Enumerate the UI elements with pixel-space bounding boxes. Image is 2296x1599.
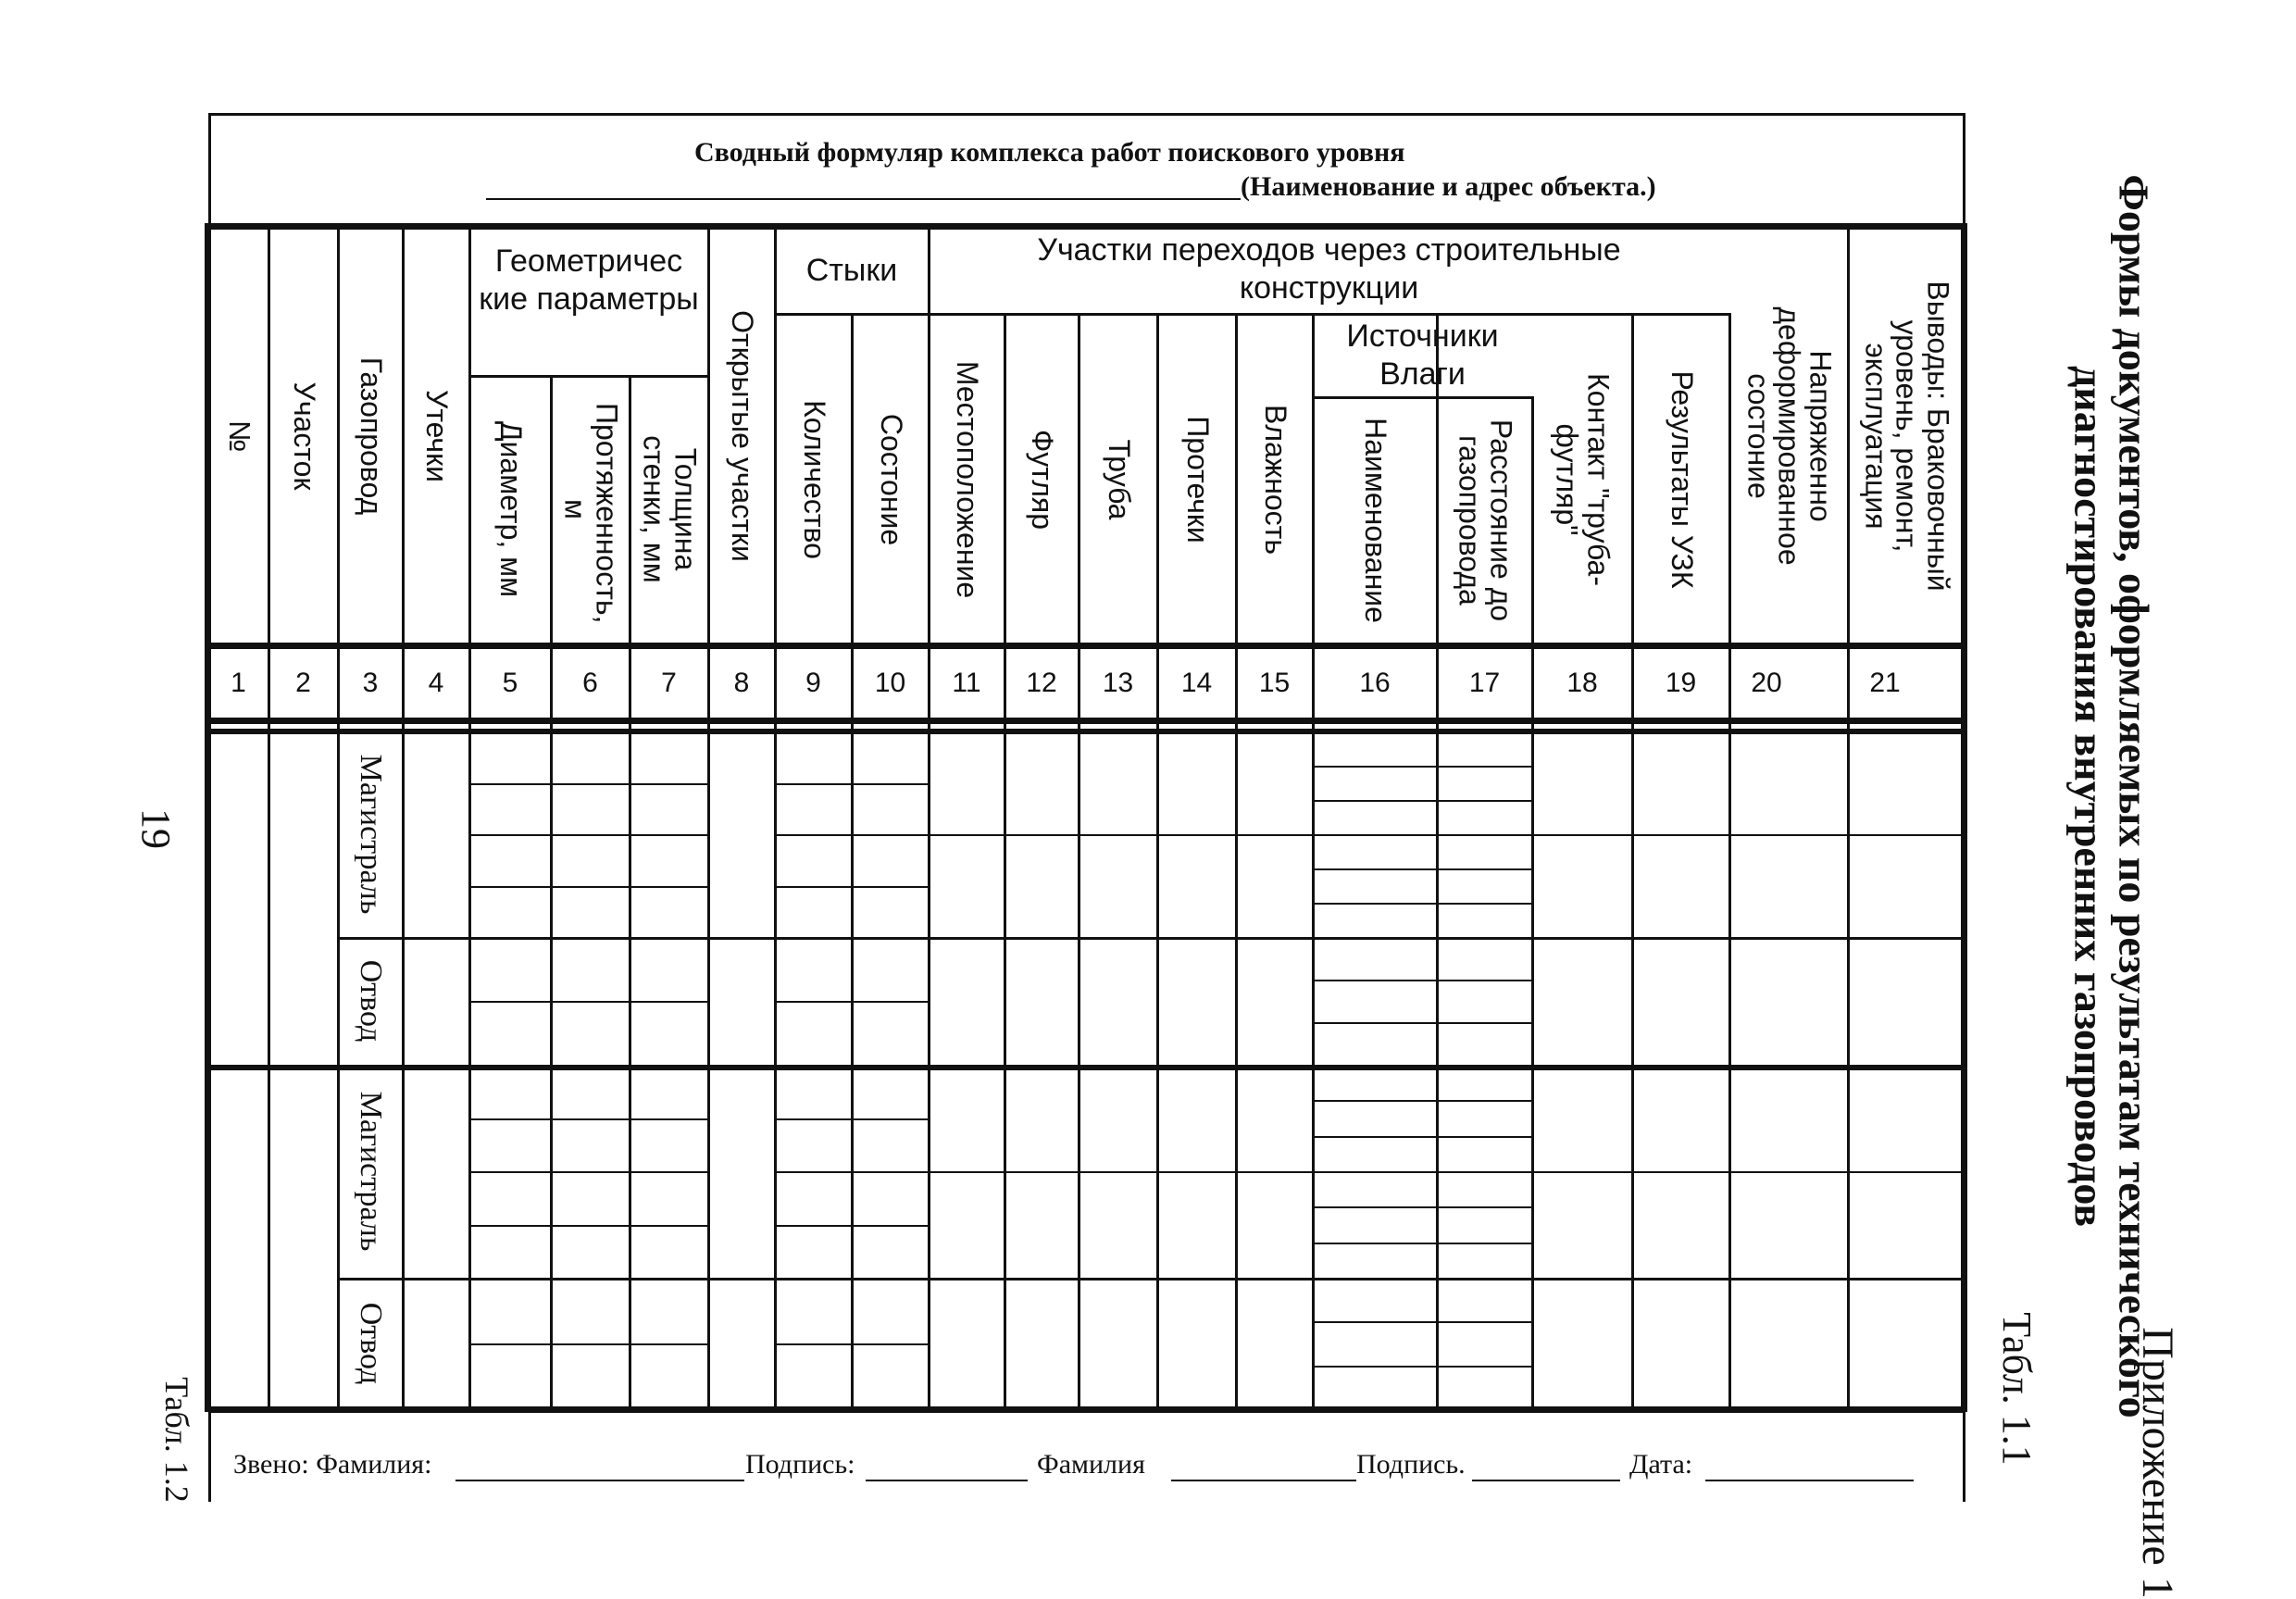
col-number-3: 3 (362, 667, 379, 698)
col-header-wall-thickness: Толщина стенки, мм (637, 435, 703, 583)
col-header-number: № (222, 419, 256, 453)
col-number-7: 7 (661, 667, 677, 698)
crew-surname-label: Звено: Фамилия: (233, 1449, 432, 1480)
col-number-11: 11 (952, 667, 981, 698)
col-header-stress-state: Напряженно деформированное состоние (1741, 306, 1838, 566)
appendix-label: Приложение 1 (2133, 1327, 2183, 1599)
col-number-1: 1 (231, 667, 246, 698)
col-number-18: 18 (1566, 667, 1598, 698)
col-number-16: 16 (1359, 667, 1391, 698)
col-number-4: 4 (428, 667, 444, 698)
table-ref-left: Табл. 1.2 (157, 1377, 195, 1503)
col-header-casing: Футляр (1025, 429, 1059, 531)
col-number-2: 2 (295, 667, 311, 698)
col-header-location: Местоположение (950, 360, 984, 599)
col-header-source-name: Наименование (1358, 418, 1392, 623)
col-header-open-sections: Открытые участки (725, 310, 759, 562)
date-label: Дата: (1629, 1449, 1693, 1480)
col-header-pipeline: Газопровод (354, 356, 388, 516)
col-number-12: 12 (1026, 667, 1057, 698)
signature-label-1: Подпись: (745, 1449, 855, 1480)
col-number-6: 6 (582, 667, 598, 698)
col-header-ut-results: Результаты УЗК (1665, 370, 1699, 589)
col-header-distance: Расстояние до газопровода (1453, 418, 1518, 622)
col-number-8: 8 (733, 667, 750, 698)
col-number-17: 17 (1468, 667, 1501, 698)
col-number-20: 20 (1751, 667, 1782, 698)
col-header-section: Участок (287, 381, 321, 491)
col-header-humidity: Влажность (1258, 404, 1292, 556)
col-header-pipe-casing-contact: Контакт "труба-футляр" (1551, 373, 1616, 586)
group-joints: Стыки (805, 253, 898, 288)
col-number-13: 13 (1102, 667, 1134, 698)
page-heading-text: Формы документов, оформляемых по результатам технического диагностирования внутренних газопроводов (2065, 174, 2158, 1418)
table-ref-right: Табл. 1.1 (1994, 1312, 2040, 1466)
col-header-diameter: Диаметр, мм (493, 420, 528, 598)
col-header-length: Протяженность, м (558, 403, 624, 624)
col-header-pipe: Труба (1102, 439, 1136, 520)
col-header-state: Состоние (874, 413, 908, 546)
group-geometric-params: Геометричес кие параметры (479, 244, 699, 318)
col-header-leaks: Утечки (419, 390, 454, 482)
col-header-count: Количество (797, 400, 831, 559)
col-number-10: 10 (874, 667, 906, 698)
surname-label-2: Фамилия (1037, 1449, 1145, 1480)
col-number-21: 21 (1869, 667, 1901, 698)
row-label-4: Отвод (353, 1302, 388, 1385)
page-number: 19 (133, 808, 180, 849)
col-header-conclusions: Выводы: Браковочный уровень, ремонт, эксплуатация (1859, 281, 1955, 592)
row-label-3: Магистраль (353, 1091, 388, 1252)
row-label-2: Отвод (353, 959, 388, 1043)
object-name-caption: (Наименование и адрес объекта.) (1241, 171, 1656, 202)
col-number-19: 19 (1665, 667, 1697, 698)
col-number-9: 9 (805, 667, 821, 698)
group-moisture-sources: Источники Влаги (1346, 319, 1499, 393)
col-number-14: 14 (1180, 667, 1213, 698)
col-number-5: 5 (502, 667, 518, 698)
signature-label-2: Подпись. (1356, 1449, 1466, 1480)
col-number-15: 15 (1258, 667, 1291, 698)
form-title: Сводный формуляр комплекса работ поискового уровня (694, 137, 1405, 168)
row-label-1: Магистраль (353, 754, 388, 915)
group-crossings: Участки переходов через строительные конструкции (1037, 232, 1621, 306)
col-header-seepage: Протечки (1180, 416, 1215, 543)
